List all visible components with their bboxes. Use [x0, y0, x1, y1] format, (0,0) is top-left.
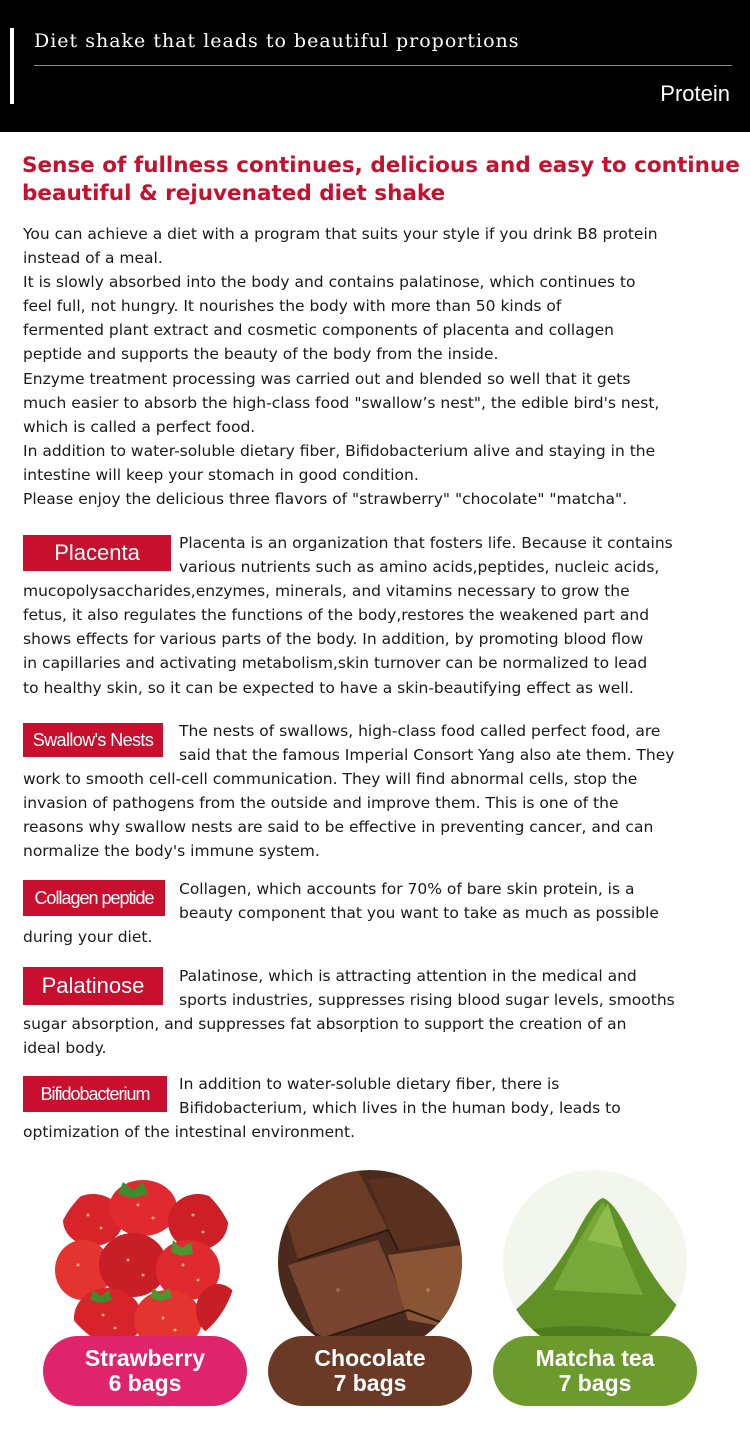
header-divider [34, 65, 732, 66]
strawberry-image [53, 1170, 237, 1354]
section-collagen-peptide [23, 877, 735, 949]
chocolate-name: Chocolate [314, 1345, 426, 1371]
intro-line: In addition to water-soluble dietary fiber, Bifidobacterium alive and staying in the [23, 441, 656, 460]
swallows-nests-text-line: reasons why swallow nests are said to be effective in preventing cancer, and can [23, 818, 654, 837]
placenta-text-line: fetus, it also regulates the functions of the body,restores the weakened part and [23, 606, 650, 625]
header-accent-bar [10, 28, 14, 104]
bifidobacterium-badge: Bifidobacterium [23, 1076, 167, 1112]
chocolate-quantity: 7 bags [333, 1370, 407, 1396]
matcha-quantity: 7 bags [558, 1370, 632, 1396]
bifidobacterium-text-line: Bifidobacterium, which lives in the human body, leads to [179, 1099, 621, 1118]
intro-line: fermented plant extract and cosmetic components of placenta and collagen [23, 321, 614, 340]
swallows-nests-text-line: invasion of pathogens from the outside and improve them. This is one of the [23, 794, 619, 813]
intro-line: Please enjoy the delicious three flavors of "strawberry" "chocolate" "matcha". [23, 490, 628, 509]
strawberry-name: Strawberry [84, 1345, 206, 1371]
collagen-text-line: during your diet. [23, 928, 153, 947]
swallows-nests-text-line: normalize the body's immune system. [23, 842, 320, 861]
intro-line: much easier to absorb the high-class food "swallow’s nest", the edible bird's nest, [23, 393, 660, 412]
swallows-nests-text-line: said that the famous Imperial Consort Yang also ate them. They [179, 746, 675, 765]
placenta-text-line: in capillaries and activating metabolism,skin turnover can be normalized to lead [23, 654, 648, 673]
chocolate-image [278, 1170, 462, 1354]
palatinose-text-line: sports industries, suppresses rising blood sugar levels, smooths [179, 991, 675, 1010]
strawberry-label [43, 1336, 247, 1406]
section-swallows-nests [23, 719, 735, 864]
placenta-text-line: Placenta is an organization that fosters life. Because it contains [179, 534, 673, 552]
bifidobacterium-text-line: In addition to water-soluble dietary fiber, there is [179, 1075, 560, 1093]
section-placenta [23, 531, 735, 700]
headline-line-2: beautiful & rejuvenated diet shake [22, 181, 446, 206]
bifidobacterium-text-line: optimization of the intestinal environment. [23, 1123, 355, 1142]
intro-line: Enzyme treatment processing was carried out and blended so well that it gets [23, 369, 631, 388]
swallows-nests-text-line: work to smooth cell-cell communication. They will find abnormal cells, stop the [23, 770, 638, 789]
flavor-matcha [503, 1170, 687, 1438]
matcha-label [493, 1336, 697, 1406]
strawberry-quantity: 6 bags [108, 1370, 182, 1396]
intro-text [23, 222, 735, 511]
placenta-text-line: shows effects for various parts of the body. In addition, by promoting blood flow [23, 630, 644, 649]
flavor-strawberry [53, 1170, 237, 1438]
placenta-badge: Placenta [23, 535, 171, 571]
intro-line: It is slowly absorbed into the body and contains palatinose, which continues to [23, 273, 636, 292]
collagen-text-line: beauty component that you want to take as much as possible [179, 904, 659, 923]
chocolate-label [268, 1336, 472, 1406]
palatinose-text-line: sugar absorption, and suppresses fat absorption to support the creation of an [23, 1015, 627, 1034]
matcha-name: Matcha tea [535, 1345, 655, 1371]
header-subtitle: Protein [660, 81, 730, 106]
headline-line-1: Sense of fullness continues, delicious and easy to continue [22, 153, 740, 178]
intro-line: intestine will keep your stomach in good condition. [23, 465, 419, 484]
placenta-text-line: various nutrients such as amino acids,peptides, nucleic acids, [179, 558, 660, 577]
intro-line: peptide and supports the beauty of the body from the inside. [23, 345, 499, 364]
palatinose-text-line: Palatinose, which is attracting attention in the medical and [179, 967, 637, 985]
section-bifidobacterium [23, 1072, 735, 1144]
intro-line: You can achieve a diet with a program that suits your style if you drink B8 protein [23, 225, 658, 243]
collagen-peptide-badge: Collagen peptide [23, 880, 165, 916]
swallows-nests-badge: Swallow's Nests [23, 723, 163, 757]
placenta-text-line: to healthy skin, so it can be expected to have a skin-beautifying effect as well. [23, 678, 634, 697]
palatinose-badge: Palatinose [23, 967, 163, 1005]
headline [22, 152, 740, 208]
flavor-chocolate [278, 1170, 462, 1438]
palatinose-text-line: ideal body. [23, 1039, 107, 1058]
swallows-nests-text-line: The nests of swallows, high-class food called perfect food, are [179, 722, 661, 740]
page-header [0, 0, 750, 132]
section-palatinose [23, 964, 735, 1060]
collagen-text-line: Collagen, which accounts for 70% of bare skin protein, is a [179, 880, 635, 898]
header-title: Diet shake that leads to beautiful proportions [34, 30, 520, 52]
intro-line: instead of a meal. [23, 249, 163, 268]
matcha-image [503, 1170, 687, 1354]
placenta-text-line: mucopolysaccharides,enzymes, minerals, and vitamins necessary to grow the [23, 582, 630, 601]
intro-line: feel full, not hungry. It nourishes the body with more than 50 kinds of [23, 297, 562, 316]
intro-line: which is called a perfect food. [23, 417, 256, 436]
